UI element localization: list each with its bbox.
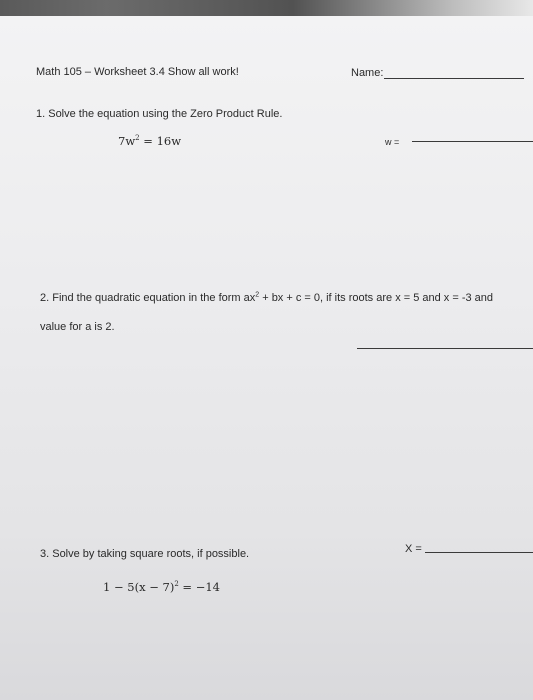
question-2-text-continued: value for a is 2. [40,321,115,333]
worksheet-page [0,16,533,700]
question-2-answer-line[interactable] [357,348,533,349]
name-label: Name: [351,67,384,79]
question-1-equation: $7w^2 = 16w$ [118,134,182,148]
question-1-text: 1. Solve the equation using the Zero Product Rule. [36,108,283,120]
question-1-answer-line[interactable] [412,141,533,142]
question-1-answer-label: w = [385,137,400,147]
name-answer-line[interactable] [384,78,524,79]
question-3-answer-label: X = [405,543,422,555]
question-3-answer-line[interactable] [425,552,533,553]
question-2-text: 2. Find the quadratic equation in the form $ax^2$ + bx + c = 0, if its roots are x = 5 and x = -3 and [40,291,494,304]
question-3-text: 3. Solve by taking square roots, if possible. [40,548,250,560]
worksheet-title: Math 105 – Worksheet 3.4 Show all work! [36,66,239,78]
question-3-equation: $1 - 5(x - 7)^2 = -14$ [103,580,220,594]
